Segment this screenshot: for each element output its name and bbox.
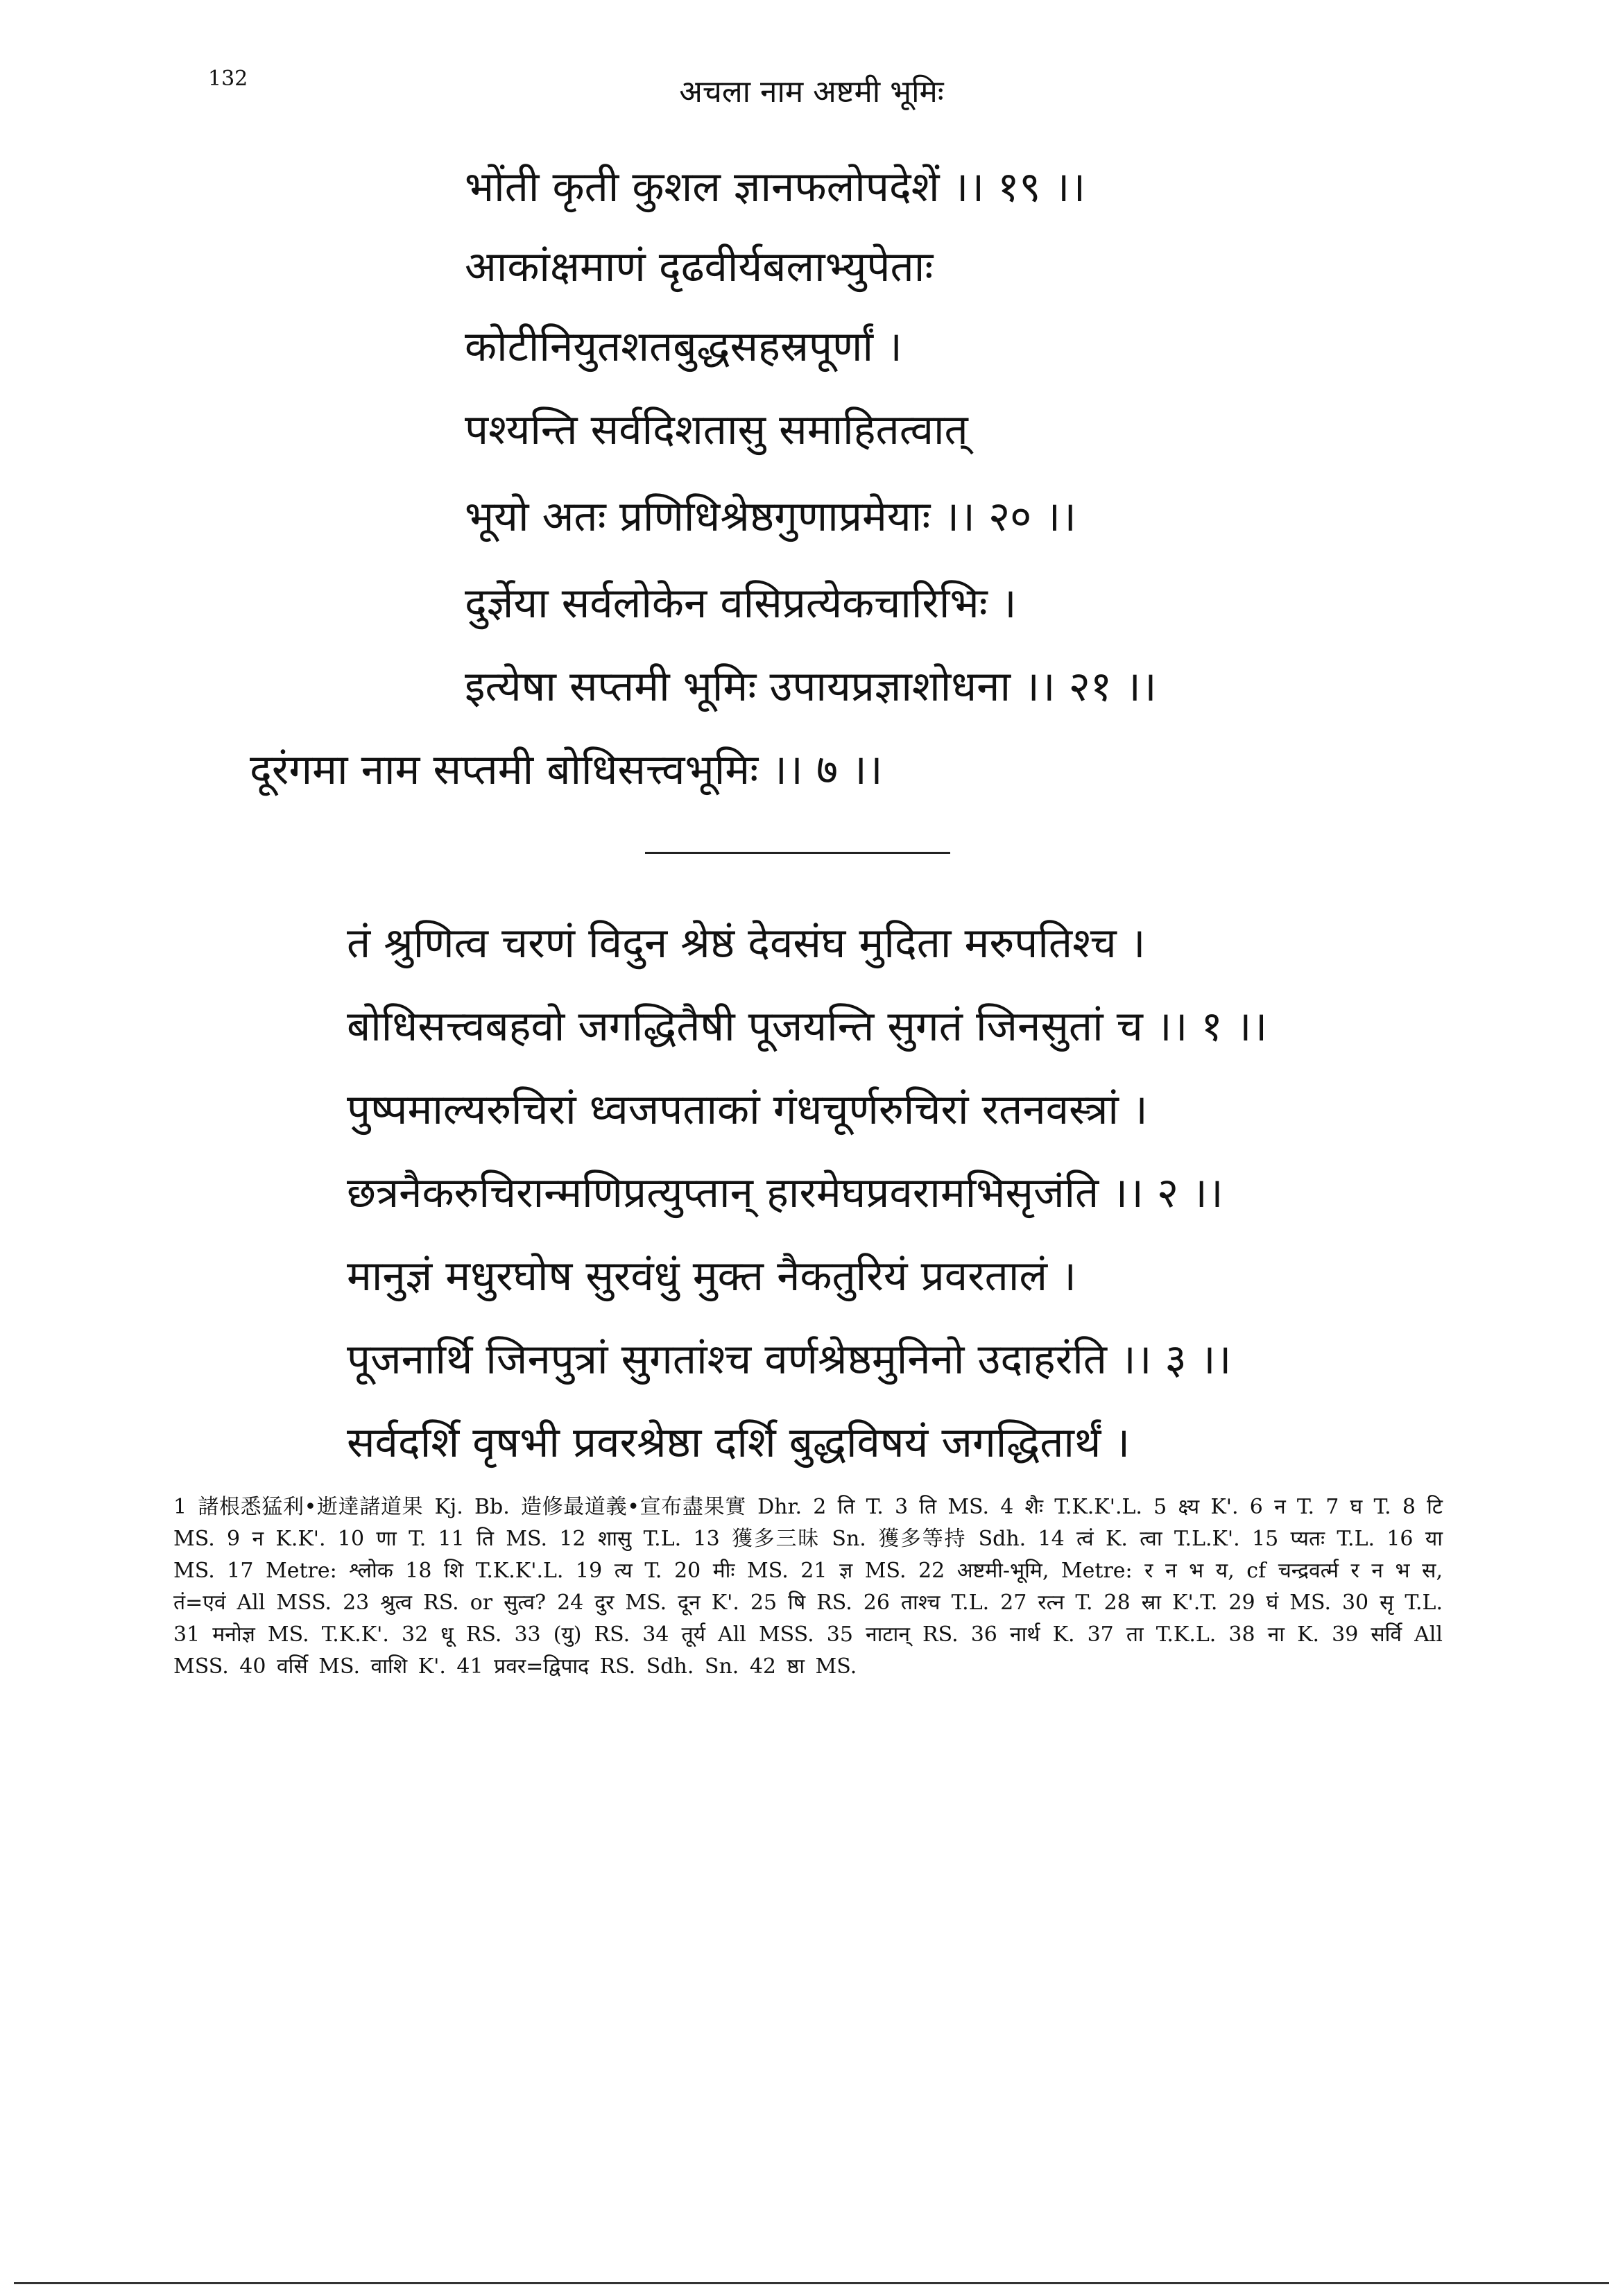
verse-line: पूजनार्थि जिनपुत्रां सुगतांश्च वर्णश्रेष्ठमुनिनो उदाहरंति ।। ३ ।। <box>347 1335 1232 1384</box>
verse-line: छत्रनैकरुचिरान्मणिप्रत्युप्तान् हारमेघप्रवरामभिसृजंति ।। २ ।। <box>347 1169 1223 1217</box>
verse-line: पुष्पमाल्यरुचिरां ध्वजपताकां गंधचूर्णरुचिरां रतनवस्त्रां । <box>347 1086 1148 1134</box>
bottom-rule <box>14 2282 1609 2284</box>
running-title: अचला नाम अष्टमी भूमिः <box>679 74 944 110</box>
verse-line: पश्यन्ति सर्वदिशतासु समाहितत्वात् <box>465 406 968 454</box>
verse-line: भोंती कृती कुशल ज्ञानफलोपदेशें ।। १९ ।। <box>465 163 1086 212</box>
page-number: 132 <box>208 67 248 91</box>
verse-line: इत्येषा सप्तमी भूमिः उपायप्रज्ञाशोधना ।। २१ ।। <box>465 662 1157 711</box>
verse-line: मानुज्ञं मधुरघोष सुरवंधुं मुक्त नैकतुरियं प्रवरतालं । <box>347 1252 1076 1301</box>
verse-line: तं श्रुणित्व चरणं विदुन श्रेष्ठं देवसंघ मुदिता मरुपतिश्च । <box>347 919 1146 968</box>
verse-line: कोटीनियुतशतबुद्धसहस्रपूर्णां । <box>465 323 902 371</box>
verse-line: दुर्ज्ञेया सर्वलोकेन वसिप्रत्येकचारिभिः । <box>465 579 1017 628</box>
section-divider <box>645 852 950 854</box>
verse-line: बोधिसत्त्वबहवो जगद्धितैषी पूजयन्ति सुगतं जिनसुतां च ।। १ ।। <box>347 1002 1268 1051</box>
verse-line: सर्वदर्शि वृषभी प्रवरश्रेष्ठा दर्शि बुद्धविषयं जगद्धितार्थं । <box>347 1419 1131 1467</box>
chapter-colophon: दूरंगमा नाम सप्तमी बोधिसत्त्वभूमिः ।। ७ ।। <box>250 746 883 794</box>
verse-line: भूयो अतः प्रणिधिश्रेष्ठगुणाप्रमेयाः ।। २० ।। <box>465 492 1076 541</box>
verse-line: आकांक्षमाणं दृढवीर्यबलाभ्युपेताः <box>465 243 934 291</box>
footnotes: 1 諸根悉猛利•逝達諸道果 Kj. Bb. 造修最道義•宣布盡果實 Dhr. 2 ति T. 3 ति MS. 4 शैः T.K.K'.L. 5 क्ष्य K'. 6 न T. 7 घ T. 8 टि MS. 9 न K.K'. 10 णा T. 11 ति MS. 12 शासु T.L. 13 獲多三昧 Sn. 獲多等持 Sdh. 14 त्वं K. त्वा T.L.K'. 15 प्यतः T.L. 16 या MS. 17 Metre: श्लोक 18 शि T.K.K'.L. 19 त्य T. 20 मीः MS. 21 ज्ञ MS. 22 अष्टमी-भूमि, Metre: र न भ य, cf चन्द्रवर्त्म र न भ स, तं=एवं All MSS. 23 श्रुत्व RS. or सुत्व? 24 दुर MS. दून K'. 25 षि RS. 26 ताश्च T.L. 27 रत्न T. 28 स्रा K'.T. 29 घं MS. 30 सृ T.L. 31 मनोज्ञ MS. T.K.K'. 32 धू RS. 33 (यु) RS. 34 तूर्य All MSS. 35 नाटान् RS. 36 नार्थ K. 37 ता T.K.L. 38 ना K. 39 सर्वि All MSS. 40 वर्सि MS. वाशि K'. 41 प्रवर=द्विपाद RS. Sdh. Sn. 42 ष्ठा MS. <box>173 1495 1443 1679</box>
